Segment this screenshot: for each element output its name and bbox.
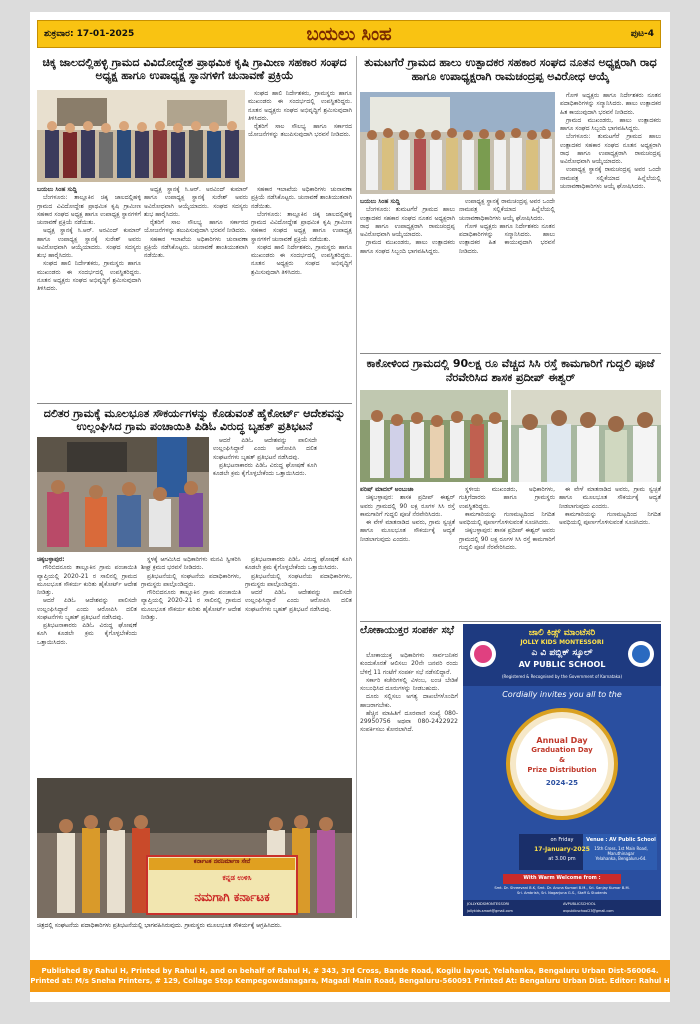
article4-body-col2top: ಆದರೆ ಪಿಡಿಓ ಆದೇಶವನ್ನು ಪಾಲಿಸದೇ ಉಲ್ಲಂಘಿಸಿದ್ದಾರೆ ಎಂದು ಆರೋಪಿಸಿ ದಲಿತ ಸಂಘಟನೆಗಳು ಬೃಹತ್ ಪ್ರತಿಭಟನೆ ನಡೆಸಿದವು. ಪ್ರತಿಭಟನಾಕಾರರು ಪಿಡಿಓ ವಿರುದ್ಧ ಘೋಷಣೆ ಕೂಗಿ ಕೂಡಲೇ ಕ್ರಮ ಕೈಗೊಳ್ಳಬೇಕೆಂದು ಒತ್ತಾಯಿಸಿದರು.	[213, 437, 317, 477]
ad-venue-label: Venue : AV Public School	[586, 837, 656, 843]
ad-day: on Friday	[550, 837, 574, 843]
footer-line2: Printed at: M/s Sneha Printers, # 129, Collage Stop Kempegowdanagara, Magadi Main Road, Bengaluru-560091 Printed At: Bengaluru Urban Dist. Editor: Rahul H	[30, 977, 670, 985]
ad-event-and: &	[558, 756, 566, 764]
article5-body: ಲೋಕಾಯುಕ್ತ ಅಧಿಕಾರಿಗಳು ಸಾರ್ವಜನಿಕರ ಕುಂದುಕೊರತೆ ಆಲಿಸಲು 20ನೇ ಜನವರಿ ರಂದು ಬೆಳಿಗ್ಗೆ 11 ಗಂಟೆಗೆ ಸಂಪರ್ಕ ಸಭೆ ನಡೆಸಲಿದ್ದಾರೆ. ಸರ್ಕಾರಿ ಕಚೇರಿಗಳಲ್ಲಿ ವಿಳಂಬ, ಲಂಚ ಬೇಡಿಕೆ ಸಂಬಂಧಿಸಿದ ದೂರುಗಳನ್ನು ನೀಡಬಹುದು. ದೂರು ಸಲ್ಲಿಸಲು ಅಗತ್ಯ ದಾಖಲೆಗಳೊಂದಿಗೆ ಹಾಜರಾಗಬೇಕು. ಹೆಚ್ಚಿನ ಮಾಹಿತಿಗೆ ದೂರವಾಣಿ ಸಂಖ್ಯೆ 080-29950756 ಅಥವಾ 080-2422922 ಸಂಪರ್ಕಿಸಲು ಕೋರಲಾಗಿದೆ.	[360, 652, 458, 734]
banner-line1: ಕರ್ನಾಟಕ ನವನಿರ್ಮಾಣ ಸೇನೆ	[193, 858, 251, 865]
article1-body-col1: ಬಯಲು ಸಿಂಹ ಸುದ್ದಿ ಬೆಂಗಳೂರು: ತಾಲ್ಲೂಕಿನ ಚಿಕ್ಕ ಜಾಲದಲ್ಲಿಹಳ್ಳಿ ಗ್ರಾಮದ ವಿವಿದೋದ್ದೇಶ ಪ್ರಾಥಮಿಕ ಕೃಷಿ ಗ್ರಾಮೀಣ ಸಹಕಾರ ಸಂಘದ ಅಧ್ಯಕ್ಷ ಹಾಗೂ ಉಪಾಧ್ಯಕ್ಷ ಸ್ಥಾನಗಳಿಗೆ ಚುನಾವಣೆ ಪ್ರಕ್ರಿಯೆ ನಡೆಯಿತು. ಅಧ್ಯಕ್ಷ ಸ್ಥಾನಕ್ಕೆ ಸಿ.ಆರ್. ಅರವಿಂದ್ ಕುಮಾರ್ ಹಾಗೂ ಉಪಾಧ್ಯಕ್ಷ ಸ್ಥಾನಕ್ಕೆ ಸುರೇಶ್ ಅವರು ಅವಿರೋಧವಾಗಿ ಆಯ್ಕೆಯಾದರು. ಸಂಘದ ಸದಸ್ಯರು ಶುಭ ಹಾರೈಸಿದರು. ಸಂಘದ ಹಾಲಿ ನಿರ್ದೇಶಕರು, ಗ್ರಾಮಸ್ಥರು ಹಾಗೂ ಮುಖಂಡರು ಈ ಸಂದರ್ಭದಲ್ಲಿ ಉಪಸ್ಥಿತರಿದ್ದರು. ನೂತನ ಅಧ್ಯಕ್ಷರು ಸಂಘದ ಅಭಿವೃದ್ಧಿಗೆ ಶ್ರಮಿಸುವುದಾಗಿ ತಿಳಿಸಿದರು.	[37, 186, 141, 292]
article3-photo2	[511, 390, 661, 482]
article1-photo	[37, 90, 245, 182]
ad-event-annual: Annual Day	[536, 736, 588, 745]
article4-body-col3: ಪ್ರತಿಭಟನಾಕಾರರು ಪಿಡಿಓ ವಿರುದ್ಧ ಘೋಷಣೆ ಕೂಗಿ ಕೂಡಲೇ ಕ್ರಮ ಕೈಗೊಳ್ಳಬೇಕೆಂದು ಒತ್ತಾಯಿಸಿದರು. ಪ್ರತಿಭಟನೆಯಲ್ಲಿ ಸಂಘಟನೆಯ ಪದಾಧಿಕಾರಿಗಳು, ಗ್ರಾಮಸ್ಥರು ಪಾಲ್ಗೊಂಡಿದ್ದರು. ಆದರೆ ಪಿಡಿಓ ಆದೇಶವನ್ನು ಪಾಲಿಸದೇ ಉಲ್ಲಂಘಿಸಿದ್ದಾರೆ ಎಂದು ಆರೋಪಿಸಿ ದಲಿತ ಸಂಘಟನೆಗಳು ಬೃಹತ್ ಪ್ರತಿಭಟನೆ ನಡೆಸಿದವು.	[245, 556, 352, 613]
ad-time: at 3.00 pm	[548, 856, 576, 862]
article1-body-col2b: ಅಧ್ಯಕ್ಷ ಸ್ಥಾನಕ್ಕೆ ಸಿ.ಆರ್. ಅರವಿಂದ್ ಕುಮಾರ್ ಹಾಗೂ ಉಪಾಧ್ಯಕ್ಷ ಸ್ಥಾನಕ್ಕೆ ಸುರೇಶ್ ಅವರು ಅವಿರೋಧವಾಗಿ ಆಯ್ಕೆಯಾದರು. ಸಂಘದ ಸದಸ್ಯರು ಶುಭ ಹಾರೈಸಿದರು. ರೈತರಿಗೆ ಸಾಲ ಸೌಲಭ್ಯ ಹಾಗೂ ಸರ್ಕಾರದ ಯೋಜನೆಗಳನ್ನು ತಲುಪಿಸುವುದಾಗಿ ಭರವಸೆ ನೀಡಿದರು. ಸಹಕಾರ ಇಲಾಖೆಯ ಅಧಿಕಾರಿಗಳು ಚುನಾವಣಾ ಪ್ರಕ್ರಿಯೆ ನಡೆಸಿಕೊಟ್ಟರು. ಚುನಾವಣೆ ಶಾಂತಿಯುತವಾಗಿ ನಡೆಯಿತು.	[144, 186, 248, 259]
ad-year: 2024-25	[545, 779, 579, 787]
group-photo-image	[37, 90, 245, 182]
article2-headline: ತುಮಟಗೆರೆ ಗ್ರಾಮದ ಹಾಲು ಉತ್ಪಾದಕರ ಸಹಕಾರ ಸಂಘದ ನೂತನ ಅಧ್ಯಕ್ಷರಾಗಿ ರಾಧ ಹಾಗೂ ಉಪಾಧ್ಯಕ್ಷರಾಗಿ ರಾಮಚಂದ್ರಪ್ಪ ಅವಿರೋಧ ಆಯ್ಕೆ	[364, 56, 657, 83]
article2-body-col3: ಗೋಳಿ ಅಧ್ಯಕ್ಷರು ಹಾಗೂ ನಿರ್ದೇಶಕರು ನೂತನ ಪದಾಧಿಕಾರಿಗಳನ್ನು ಸನ್ಮಾನಿಸಿದರು. ಹಾಲು ಉತ್ಪಾದಕರ ಹಿತ ಕಾಯುವುದಾಗಿ ಭರವಸೆ ನೀಡಿದರು. ಗ್ರಾಮದ ಮುಖಂಡರು, ಹಾಲು ಉತ್ಪಾದಕರು ಹಾಗೂ ಸಂಘದ ಸಿಬ್ಬಂದಿ ಭಾಗವಹಿಸಿದ್ದರು. ಬೆಂಗಳೂರು: ತುಮಟಗೆರೆ ಗ್ರಾಮದ ಹಾಲು ಉತ್ಪಾದಕರ ಸಹಕಾರ ಸಂಘದ ನೂತನ ಅಧ್ಯಕ್ಷರಾಗಿ ರಾಧ ಹಾಗೂ ಉಪಾಧ್ಯಕ್ಷರಾಗಿ ರಾಮಚಂದ್ರಪ್ಪ ಅವಿರೋಧವಾಗಿ ಆಯ್ಕೆಯಾದರು. ಉಪಾಧ್ಯಕ್ಷ ಸ್ಥಾನಕ್ಕೆ ರಾಮಚಂದ್ರಪ್ಪ ಅವರ ಒಂದೇ ನಾಮಪತ್ರ ಸಲ್ಲಿಕೆಯಾದ ಹಿನ್ನೆಲೆಯಲ್ಲಿ ಚುನಾವಣಾಧಿಕಾರಿಗಳು ಆಯ್ಕೆ ಘೋಷಿಸಿದರು.	[560, 92, 661, 190]
ad-school-kn2: ಎ ವಿ ಪಬ್ಲಿಕ್ ಸ್ಕೂಲ್	[531, 648, 593, 658]
newspaper-page	[30, 12, 670, 1002]
dairy-group-photo-image	[360, 92, 555, 194]
banner-line2: ಕನ್ನಡ ಉಳಿಸಿ	[222, 874, 252, 882]
ad-hosts: Smt. Dr. Shreevani B.K, Smt. Dr. Aruna Kumari B.M., Sri. Sanjay Kumar B.M. Sri. Ambrish, Sri. Nagarjuna G.S., Staff & Students	[494, 886, 630, 895]
article2-body-col2: ಉಪಾಧ್ಯಕ್ಷ ಸ್ಥಾನಕ್ಕೆ ರಾಮಚಂದ್ರಪ್ಪ ಅವರ ಒಂದೇ ನಾಮಪತ್ರ ಸಲ್ಲಿಕೆಯಾದ ಹಿನ್ನೆಲೆಯಲ್ಲಿ ಚುನಾವಣಾಧಿಕಾರಿಗಳು ಆಯ್ಕೆ ಘೋಷಿಸಿದರು. ಗೋಳಿ ಅಧ್ಯಕ್ಷರು ಹಾಗೂ ನಿರ್ದೇಶಕರು ನೂತನ ಪದಾಧಿಕಾರಿಗಳನ್ನು ಸನ್ಮಾನಿಸಿದರು. ಹಾಲು ಉತ್ಪಾದಕರ ಹಿತ ಕಾಯುವುದಾಗಿ ಭರವಸೆ ನೀಡಿದರು.	[459, 198, 555, 255]
newspaper-title: ಬಯಲು ಸಿಂಹ	[306, 24, 392, 45]
footer-line1: Published By Rahul H, Printed by Rahul H, and on behalf of Rahul H, # 343, 3rd Cross, Bande Road, Kogilu layout, Yelahanka, Bengaluru Urban Dist-560064.	[41, 967, 659, 975]
article1-body-col3: ಸಹಕಾರ ಇಲಾಖೆಯ ಅಧಿಕಾರಿಗಳು ಚುನಾವಣಾ ಪ್ರಕ್ರಿಯೆ ನಡೆಸಿಕೊಟ್ಟರು. ಚುನಾವಣೆ ಶಾಂತಿಯುತವಾಗಿ ನಡೆಯಿತು. ಬೆಂಗಳೂರು: ತಾಲ್ಲೂಕಿನ ಚಿಕ್ಕ ಜಾಲದಲ್ಲಿಹಳ್ಳಿ ಗ್ರಾಮದ ವಿವಿದೋದ್ದೇಶ ಪ್ರಾಥಮಿಕ ಕೃಷಿ ಗ್ರಾಮೀಣ ಸಹಕಾರ ಸಂಘದ ಅಧ್ಯಕ್ಷ ಹಾಗೂ ಉಪಾಧ್ಯಕ್ಷ ಸ್ಥಾನಗಳಿಗೆ ಚುನಾವಣೆ ಪ್ರಕ್ರಿಯೆ ನಡೆಯಿತು. ಸಂಘದ ಹಾಲಿ ನಿರ್ದೇಶಕರು, ಗ್ರಾಮಸ್ಥರು ಹಾಗೂ ಮುಖಂಡರು ಈ ಸಂದರ್ಭದಲ್ಲಿ ಉಪಸ್ಥಿತರಿದ್ದರು. ನೂತನ ಅಧ್ಯಕ್ಷರು ಸಂಘದ ಅಭಿವೃದ್ಧಿಗೆ ಶ್ರಮಿಸುವುದಾಗಿ ತಿಳಿಸಿದರು.	[251, 186, 352, 276]
article3-body-col3: ಈ ವೇಳೆ ಮಾತನಾಡಿದ ಅವರು, ಗ್ರಾಮ ಸ್ವಚ್ಛತೆ ಹಾಗೂ ಮೂಲಭೂತ ಸೌಕರ್ಯಕ್ಕೆ ಆದ್ಯತೆ ನೀಡಲಾಗುವುದು ಎಂದರು. ಕಾಮಗಾರಿಯನ್ನು ಗುಣಮಟ್ಟದಿಂದ ನಿಗದಿತ ಅವಧಿಯಲ್ಲಿ ಪೂರ್ಣಗೊಳಿಸುವಂತೆ ಸೂಚಿಸಿದರು.	[559, 486, 661, 526]
page-number: ಪುಟ-4	[630, 29, 654, 39]
article4-headline: ದಲಿತರ ಗ್ರಾಮಕ್ಕೆ ಮೂಲಭೂತ ಸೌಕರ್ಯಗಳನ್ನು ಕೊಡುವಂತೆ ಹೈಕೋರ್ಟ್ ಆದೇಶವನ್ನು ಉಲ್ಲಂಘಿಸಿದ ಗ್ರಾಮ ಪಂಚಾಯಿತಿ ಪಿಡಿಓ ವಿರುದ್ಧ ಬೃಹತ್ ಪ್ರತಿಭಟನೆ	[43, 407, 346, 433]
photo-caption: ಚಿತ್ರದಲ್ಲಿ ಸಂಘಟನೆಯ ಪದಾಧಿಕಾರಿಗಳು ಪ್ರತಿಭಟನೆಯಲ್ಲಿ ಭಾಗವಹಿಸಿರುವುದು. ಗ್ರಾಮಸ್ಥರು ಮೂಲಭೂತ ಸೌಕರ್ಯಕ್ಕೆ ಆಗ್ರಹಿಸಿದರು.	[37, 922, 282, 929]
ad-invite: Cordially invites you all to the	[502, 690, 622, 699]
school-advertisement	[463, 624, 661, 916]
ceremony-photo-image	[360, 390, 508, 482]
article2-body-col1: ಬಯಲು ಸಿಂಹ ಸುದ್ದಿ ಬೆಂಗಳೂರು: ತುಮಟಗೆರೆ ಗ್ರಾಮದ ಹಾಲು ಉತ್ಪಾದಕರ ಸಹಕಾರ ಸಂಘದ ನೂತನ ಅಧ್ಯಕ್ಷರಾಗಿ ರಾಧ ಹಾಗೂ ಉಪಾಧ್ಯಕ್ಷರಾಗಿ ರಾಮಚಂದ್ರಪ್ಪ ಅವಿರೋಧವಾಗಿ ಆಯ್ಕೆಯಾದರು. ಗ್ರಾಮದ ಮುಖಂಡರು, ಹಾಲು ಉತ್ಪಾದಕರು ಹಾಗೂ ಸಂಘದ ಸಿಬ್ಬಂದಿ ಭಾಗವಹಿಸಿದ್ದರು.	[360, 198, 455, 255]
ad-event-graduation: Graduation Day	[531, 746, 593, 754]
article4-photo	[37, 437, 209, 552]
ad-welcome: With Warm Welcome from :	[523, 875, 601, 881]
article1-body-col2: ಸಂಘದ ಹಾಲಿ ನಿರ್ದೇಶಕರು, ಗ್ರಾಮಸ್ಥರು ಹಾಗೂ ಮುಖಂಡರು ಈ ಸಂದರ್ಭದಲ್ಲಿ ಉಪಸ್ಥಿತರಿದ್ದರು. ನೂತನ ಅಧ್ಯಕ್ಷರು ಸಂಘದ ಅಭಿವೃದ್ಧಿಗೆ ಶ್ರಮಿಸುವುದಾಗಿ ತಿಳಿಸಿದರು. ರೈತರಿಗೆ ಸಾಲ ಸೌಲಭ್ಯ ಹಾಗೂ ಸರ್ಕಾರದ ಯೋಜನೆಗಳನ್ನು ತಲುಪಿಸುವುದಾಗಿ ಭರವಸೆ ನೀಡಿದರು.	[248, 90, 352, 139]
article4-banner-photo	[37, 778, 352, 918]
column-divider	[356, 56, 357, 918]
ad-school-en1: JOLLY KIDS MONTESSORI	[520, 639, 604, 646]
issue-date: ಶುಕ್ರವಾರ: 17-01-2025	[44, 29, 135, 39]
article3-photo1	[360, 390, 508, 482]
divider	[360, 353, 661, 354]
article4-body-col1: ಚಿಕ್ಕಬಳ್ಳಾಪುರ: ಗೌರಿಬಿದನೂರು ತಾಲ್ಲೂಕಿನ ಗ್ರಾಮ ಪಂಚಾಯಿತಿ ವ್ಯಾಪ್ತಿಯಲ್ಲಿ 2020-21 ರ ಸಾಲಿನಲ್ಲಿ ಗ್ರಾಮದ ಮೂಲಭೂತ ಸೌಕರ್ಯ ಕುರಿತು ಹೈಕೋರ್ಟ್ ಆದೇಶ ನೀಡಿತ್ತು. ಆದರೆ ಪಿಡಿಓ ಆದೇಶವನ್ನು ಪಾಲಿಸದೇ ಉಲ್ಲಂಘಿಸಿದ್ದಾರೆ ಎಂದು ಆರೋಪಿಸಿ ದಲಿತ ಸಂಘಟನೆಗಳು ಬೃಹತ್ ಪ್ರತಿಭಟನೆ ನಡೆಸಿದವು. ಪ್ರತಿಭಟನಾಕಾರರು ಪಿಡಿಓ ವಿರುದ್ಧ ಘೋಷಣೆ ಕೂಗಿ ಕೂಡಲೇ ಕ್ರಮ ಕೈಗೊಳ್ಳಬೇಕೆಂದು ಒತ್ತಾಯಿಸಿದರು.	[37, 556, 137, 646]
mla-photo-image	[511, 390, 661, 482]
ad-email-2: avpublicschool23@gmail.com	[563, 909, 614, 913]
masthead	[37, 20, 661, 48]
ad-school-kn: ಜಾಲಿ ಕಿಡ್ಸ್ ಮಾಂಟೆಸರಿ	[528, 628, 596, 638]
ad-email-1: jollykids.smart@gmail.com	[467, 909, 513, 913]
banner-line3: ನಮಗಾಗಿ ಕರ್ನಾಟಕ	[194, 890, 270, 904]
divider	[360, 621, 661, 622]
ad-event-prize: Prize Distribution	[527, 766, 597, 774]
ad-registration: (Registered & Recognised by the Government of Karnataka)	[501, 674, 623, 679]
ad-school-en2: AV PUBLIC SCHOOL	[518, 660, 606, 669]
article3-body-col1: ಪರಿಷ್ ಮಾದಲ್ ಅಂಬುಜಾ ಚಿಕ್ಕಬಳ್ಳಾಪುರ: ಶಾಸಕ ಪ್ರದೀಪ್ ಈಶ್ವರ್ ಅವರು ಗ್ರಾಮದಲ್ಲಿ 90 ಲಕ್ಷ ರೂಗಳ ಸಿಸಿ ರಸ್ತೆ ಕಾಮಗಾರಿಗೆ ಗುದ್ದಲಿ ಪೂಜೆ ನೆರವೇರಿಸಿದರು. ಈ ವೇಳೆ ಮಾತನಾಡಿದ ಅವರು, ಗ್ರಾಮ ಸ್ವಚ್ಛತೆ ಹಾಗೂ ಮೂಲಭೂತ ಸೌಕರ್ಯಕ್ಕೆ ಆದ್ಯತೆ ನೀಡಲಾಗುವುದು ಎಂದರು.	[360, 486, 455, 543]
article2-photo	[360, 92, 555, 194]
ad-social-1: JOLLYKIDSMONTESSORI	[467, 902, 510, 906]
article5-headline: ಲೋಕಾಯುಕ್ತರ ಸಂಪರ್ಕ ಸಭೆ	[360, 625, 455, 636]
article4-body-col2: ಸ್ಥಳಕ್ಕೆ ಆಗಮಿಸಿದ ಅಧಿಕಾರಿಗಳು ಮನವಿ ಸ್ವೀಕರಿಸಿ ಶೀಘ್ರ ಕ್ರಮದ ಭರವಸೆ ನೀಡಿದರು. ಪ್ರತಿಭಟನೆಯಲ್ಲಿ ಸಂಘಟನೆಯ ಪದಾಧಿಕಾರಿಗಳು, ಗ್ರಾಮಸ್ಥರು ಪಾಲ್ಗೊಂಡಿದ್ದರು. ಗೌರಿಬಿದನೂರು ತಾಲ್ಲೂಕಿನ ಗ್ರಾಮ ಪಂಚಾಯಿತಿ ವ್ಯಾಪ್ತಿಯಲ್ಲಿ 2020-21 ರ ಸಾಲಿನಲ್ಲಿ ಗ್ರಾಮದ ಮೂಲಭೂತ ಸೌಕರ್ಯ ಕುರಿತು ಹೈಕೋರ್ಟ್ ಆದೇಶ ನೀಡಿತ್ತು.	[141, 556, 241, 621]
ad-date: 17-January-2025	[534, 846, 590, 853]
article3-headline: ಕಾಕೋಳಿಂದ ಗ್ರಾಮದಲ್ಲಿ 90ಲಕ್ಷ ರೂ ವೆಚ್ಚದ ಸಿಸಿ ರಸ್ತೆ ಕಾಮಗಾರಿಗೆ ಗುದ್ದಲಿ ಪೂಜೆ ನೆರವೇರಿಸಿದ ಶಾಸಕ ಪ್ರದೀಪ್ ಈಶ್ವರ್	[366, 357, 655, 384]
article3-body-col2: ಸ್ಥಳೀಯ ಮುಖಂಡರು, ಅಧಿಕಾರಿಗಳು, ಗುತ್ತಿಗೆದಾರರು ಹಾಗೂ ಗ್ರಾಮಸ್ಥರು ಉಪಸ್ಥಿತರಿದ್ದರು. ಕಾಮಗಾರಿಯನ್ನು ಗುಣಮಟ್ಟದಿಂದ ನಿಗದಿತ ಅವಧಿಯಲ್ಲಿ ಪೂರ್ಣಗೊಳಿಸುವಂತೆ ಸೂಚಿಸಿದರು. ಚಿಕ್ಕಬಳ್ಳಾಪುರ: ಶಾಸಕ ಪ್ರದೀಪ್ ಈಶ್ವರ್ ಅವರು ಗ್ರಾಮದಲ್ಲಿ 90 ಲಕ್ಷ ರೂಗಳ ಸಿಸಿ ರಸ್ತೆ ಕಾಮಗಾರಿಗೆ ಗುದ್ದಲಿ ಪೂಜೆ ನೆರವೇರಿಸಿದರು.	[459, 486, 555, 551]
imprint-footer	[30, 960, 670, 992]
divider	[37, 403, 352, 404]
ad-venue-address: 15th Cross, 1st Main Road, Maruthinagar Yelahanka, Bengaluru-64.	[594, 846, 648, 861]
article1-headline: ಚಿಕ್ಕ ಜಾಲದಲ್ಲಿಹಳ್ಳಿ ಗ್ರಾಮದ ವಿವಿದೋದ್ದೇಶ ಪ್ರಾಥಮಿಕ ಕೃಷಿ ಗ್ರಾಮೀಣ ಸಹಕಾರ ಸಂಘದ ಅಧ್ಯಕ್ಷ ಹಾಗೂ ಉಪಾಧ್ಯಕ್ಷ ಸ್ಥಾನಗಳಿಗೆ ಚುನಾವಣೆ ಪ್ರಕ್ರಿಯೆ	[42, 56, 347, 82]
protest-photo-image	[37, 437, 209, 552]
ad-social-2: AVPUBLICSCHOOL	[563, 902, 596, 906]
